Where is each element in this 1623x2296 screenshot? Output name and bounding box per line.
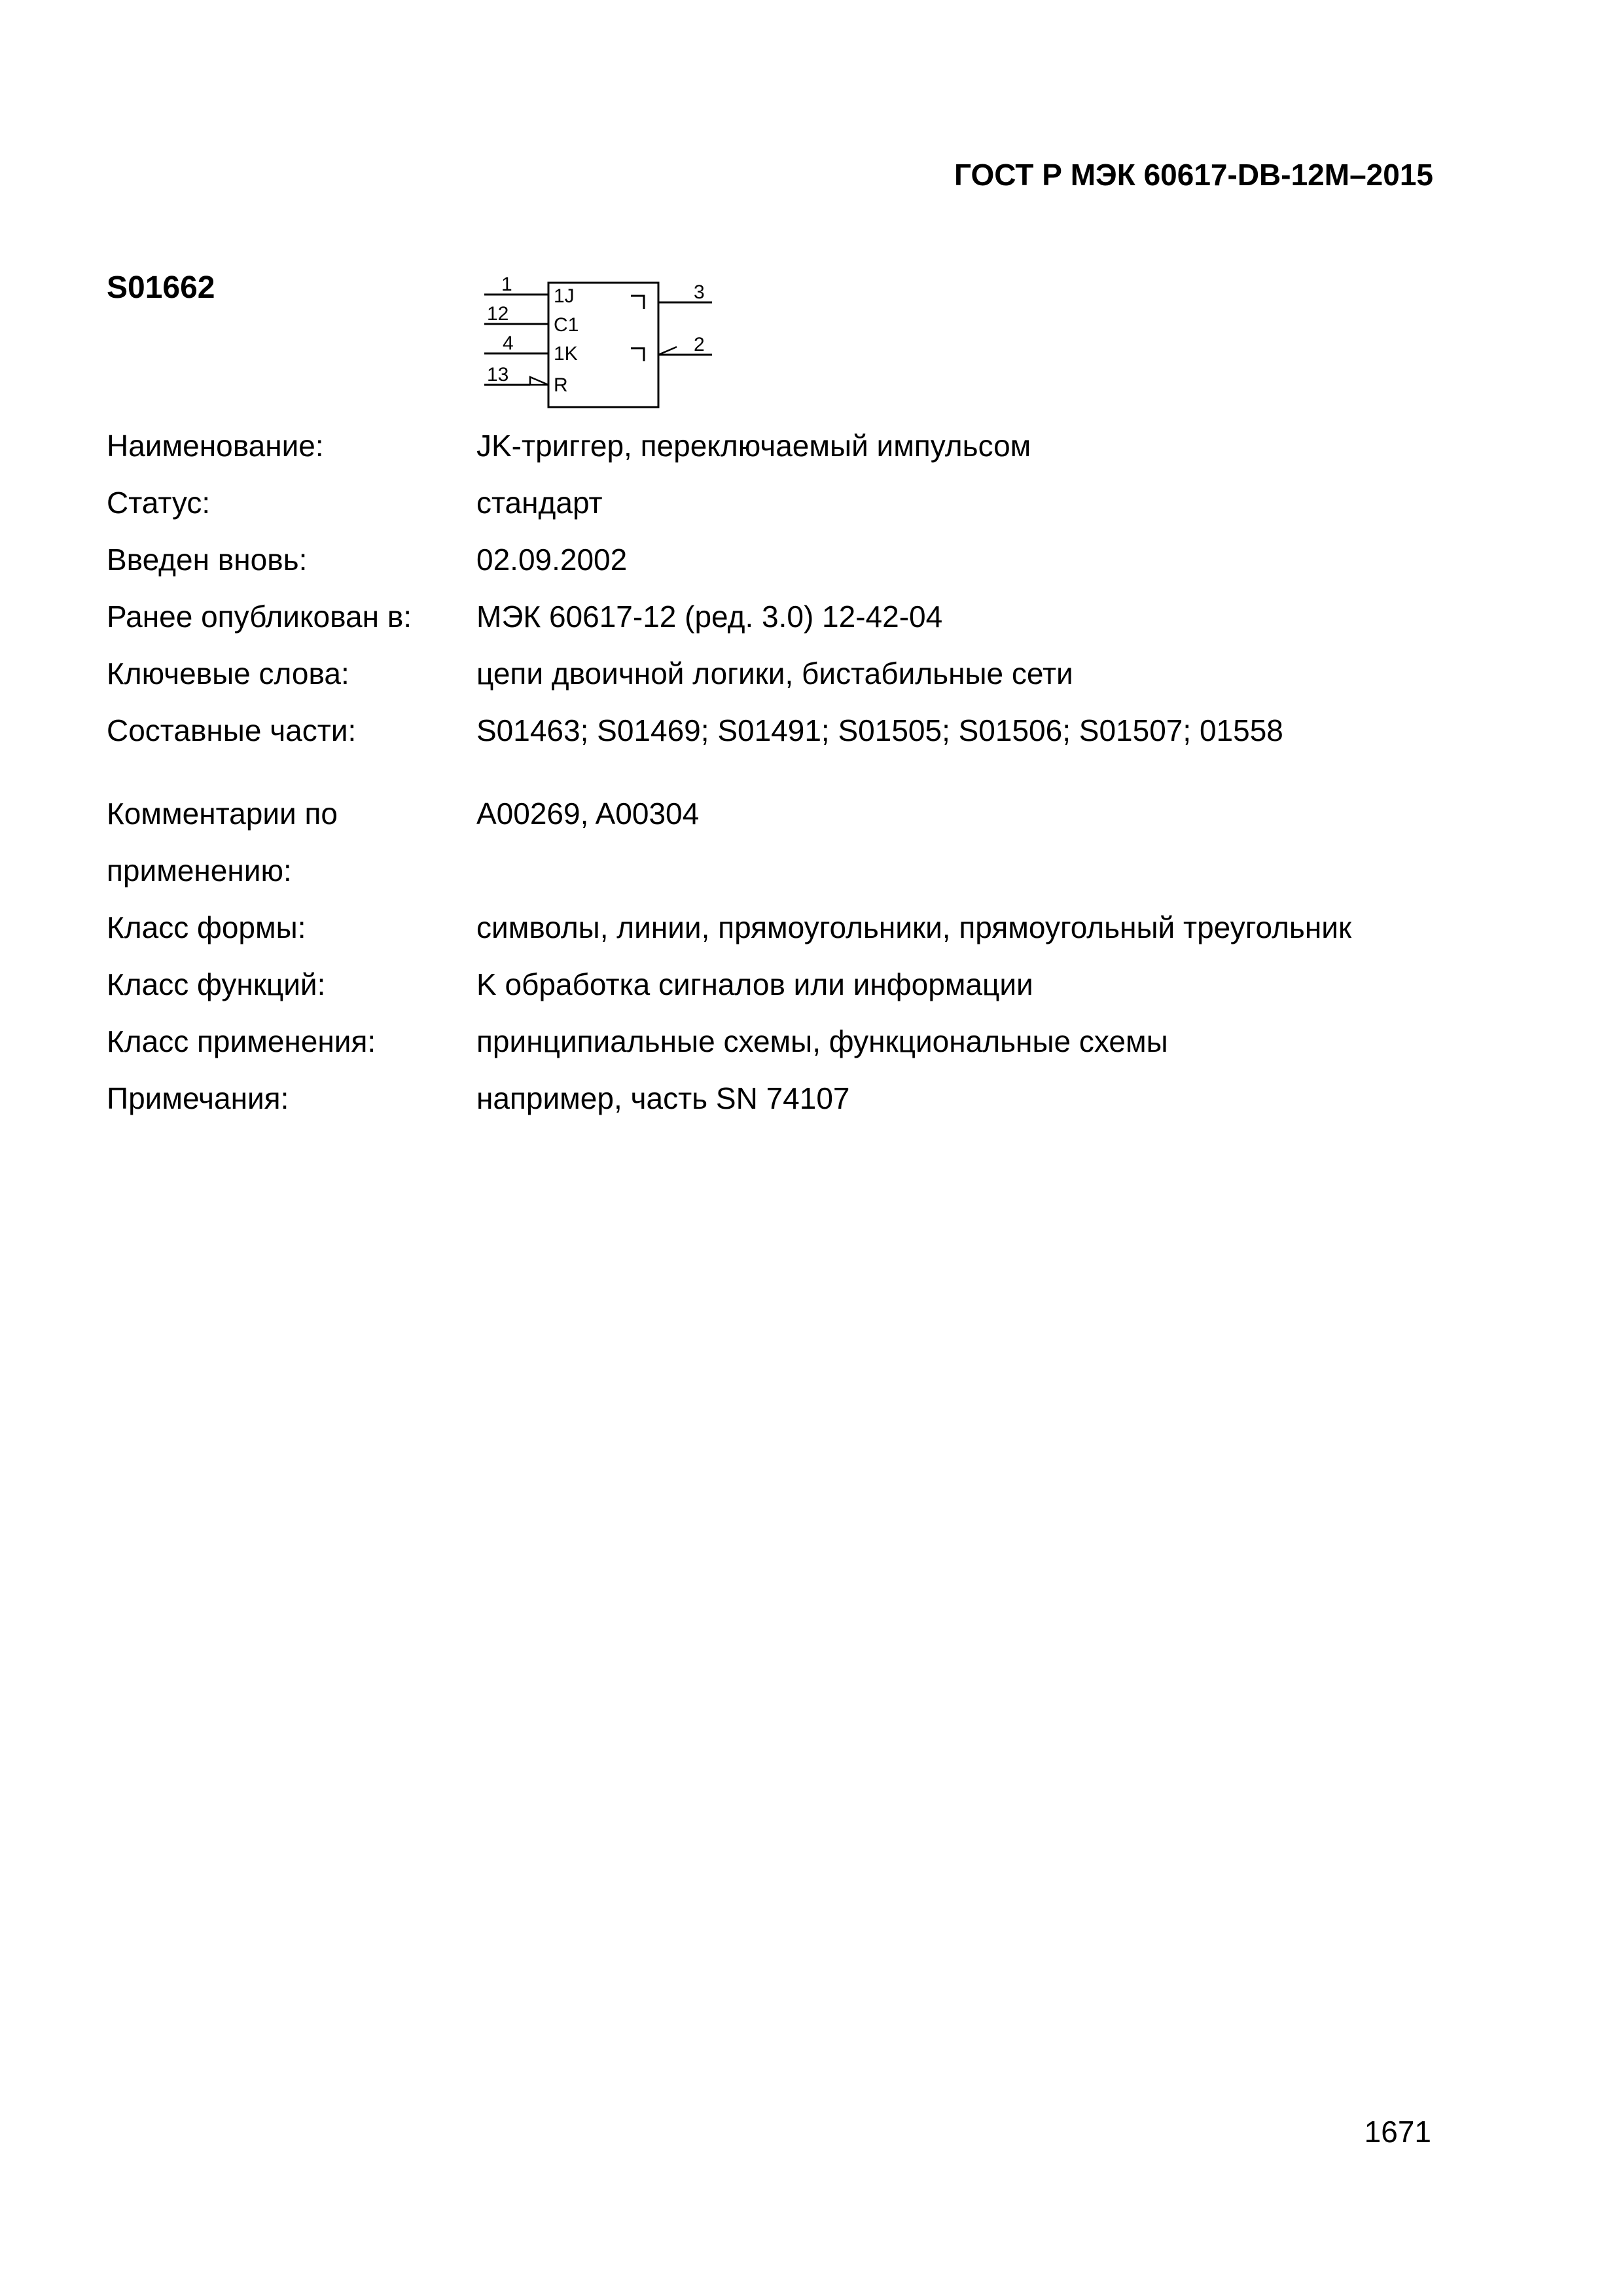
jk-flip-flop-symbol [483,275,719,412]
pin-number-3: 3 [694,281,705,303]
property-value: МЭК 60617-12 (ред. 3.0) 12-42-04 [476,600,943,634]
property-row-name [107,418,1481,475]
property-label: Класс функций: [107,967,326,1001]
property-value: S01463; S01469; S01491; S01505; S01506; S01507; 01558 [476,713,1283,747]
postponed-output-marker-2 [631,348,644,361]
property-value: символы, линии, прямоугольники, прямоугольный треугольник [476,910,1352,944]
property-row-previously-published [107,588,1481,645]
symbol-code: S01662 [107,270,215,305]
jk-flip-flop-diagram [483,275,719,412]
label-r: R [554,374,568,396]
negation-indicator [530,377,548,385]
property-label: Примечания: [107,1081,289,1115]
property-label: Наименование: [107,429,324,463]
postponed-output-marker-1 [631,296,644,309]
pin-number-4: 4 [503,332,514,354]
label-c1: C1 [554,314,579,336]
property-value: K обработка сигналов или информации [476,967,1033,1001]
property-value: 02.09.2002 [476,543,628,577]
property-value [476,842,1481,899]
property-label: Ранее опубликован в: [107,600,412,634]
property-row-components [107,702,1481,759]
pin-number-12: 12 [487,303,509,325]
property-label: Класс формы: [107,910,306,944]
property-row-keywords [107,645,1481,702]
property-row-notes [107,1070,1481,1127]
pin-number-2: 2 [694,334,705,355]
property-value: например, часть SN 74107 [476,1081,850,1115]
property-value: A00269, A00304 [476,797,700,831]
property-row-comments [107,785,1481,842]
property-row-form-class [107,899,1481,956]
properties-table [107,418,1481,1127]
property-label: Составные части: [107,713,357,747]
label-1k: 1K [554,343,578,365]
property-row-introduced [107,531,1481,588]
property-row-function-class [107,956,1481,1013]
property-label: Комментарии по [107,797,338,831]
property-label: Статус: [107,486,211,520]
property-value: цепи двоичной логики, бистабильные сети [476,656,1073,691]
document-header: ГОСТ Р МЭК 60617-DB-12M–2015 [954,158,1433,192]
property-label: Класс применения: [107,1024,376,1058]
page-number: 1671 [1364,2115,1431,2149]
property-value: JK-триггер, переключаемый импульсом [476,429,1031,463]
property-value: стандарт [476,486,603,520]
property-row-status [107,475,1481,531]
pin-number-1: 1 [501,275,512,295]
property-label: Ключевые слова: [107,656,349,691]
property-row-application-class [107,1013,1481,1070]
label-1j: 1J [554,285,575,307]
pin-number-13: 13 [487,364,509,386]
property-label: Введен вновь: [107,543,308,577]
property-label: применению: [107,853,292,888]
property-row-comments-continued [107,842,1481,899]
property-value: принципиальные схемы, функциональные схемы [476,1024,1168,1058]
output-negation-indicator [658,347,677,355]
